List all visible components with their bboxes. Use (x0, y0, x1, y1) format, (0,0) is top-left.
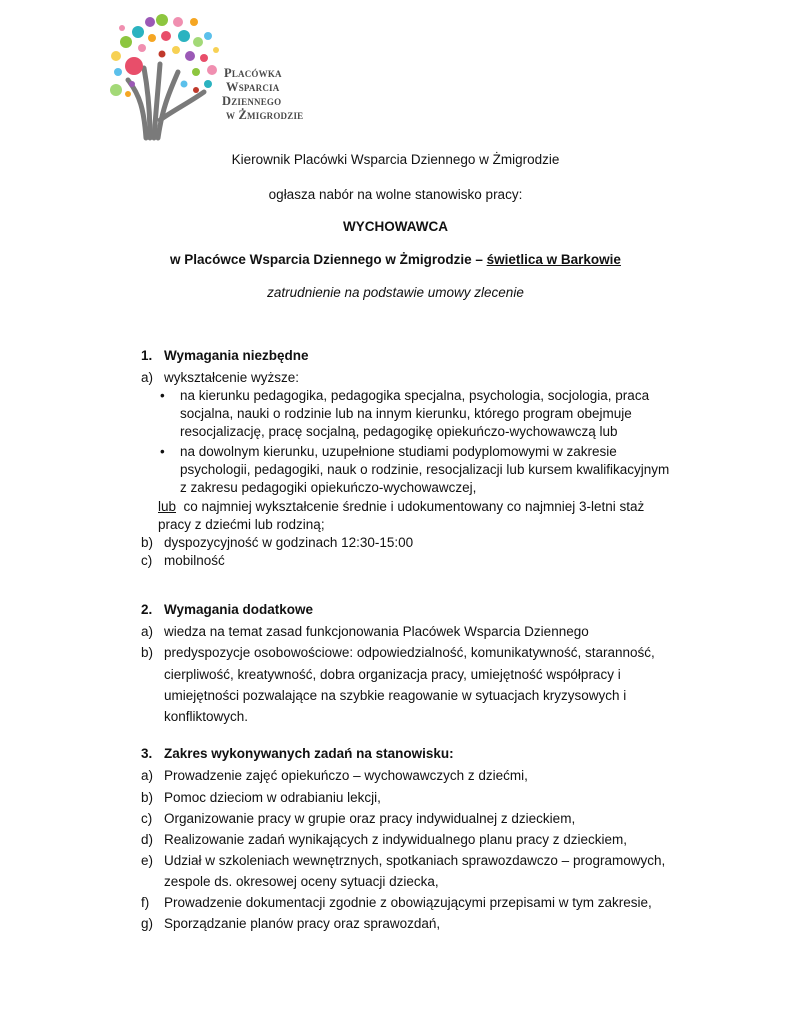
bullet-icon: • (160, 444, 165, 459)
workplace-branch: świetlica w Barkowie (486, 252, 621, 267)
section-3-number: 3. (141, 746, 153, 761)
list-label: g) (141, 916, 154, 931)
task-item: Udział w szkoleniach wewnętrznych, spotkaniach sprawozdawczo – programowych, (164, 853, 666, 868)
logo-line-4: w Żmigrodzie (226, 108, 304, 122)
list-label: b) (141, 645, 154, 660)
bullet-2-line: na dowolnym kierunku, uzupełnione studiami podyplomowymi w zakresie (180, 444, 617, 459)
list-item-text: mobilność (164, 553, 225, 568)
bullet-1-line: resocjalizację, pracę socjalną, pedagogikę opiekuńczo-wychowawczą lub (180, 424, 618, 439)
task-item-continuation: zespole ds. okresowej oceny sytuacji dziecka, (164, 874, 439, 889)
list-item-text: cierpliwość, kreatywność, dobra organizacja pracy, umiejętność współpracy i (164, 667, 621, 682)
section-1-number: 1. (141, 348, 153, 363)
task-item: Prowadzenie zajęć opiekuńczo – wychowawczych z dziećmi, (164, 768, 528, 783)
lub-word: lub (158, 499, 177, 514)
workplace-line (0, 252, 791, 267)
list-item-text: wykształcenie wyższe: (164, 370, 300, 385)
list-label: e) (141, 853, 154, 868)
announcement-line: ogłasza nabór na wolne stanowisko pracy: (268, 187, 523, 202)
list-label: b) (141, 535, 154, 550)
list-item-text: konfliktowych. (164, 709, 249, 724)
employment-type: zatrudnienie na podstawie umowy zlecenie (267, 285, 524, 300)
section-3-heading (141, 746, 454, 761)
lub-rest: co najmniej wykształcenie średnie i udokumentowany co najmniej 3-letni staż (176, 499, 645, 514)
announcer-line: Kierownik Placówki Wsparcia Dziennego w Żmigrodzie (231, 152, 560, 167)
list-label: f) (141, 895, 150, 910)
list-item-text: predyspozycje osobowościowe: odpowiedzialność, komunikatywność, staranność, (164, 645, 655, 660)
task-item: Pomoc dzieciom w odrabianiu lekcji, (164, 790, 381, 805)
bullet-icon: • (160, 388, 165, 403)
logo-line-2: Wsparcia (226, 80, 280, 94)
bullet-2-line: psychologii, pedagogiki, nauk o rodzinie, resocjalizacji lub kursem kwalifikacyjnym (180, 462, 670, 477)
alternative-requirement-line-2: pracy z dziećmi lub rodziną; (158, 517, 325, 532)
section-2-number: 2. (141, 602, 153, 617)
logo-line-1: Placówka (224, 66, 282, 80)
section-1-title: Wymagania niezbędne (164, 348, 309, 363)
section-2-heading (141, 602, 313, 617)
alternative-requirement-line (158, 499, 644, 514)
bullet-2-line: z zakresu pedagogiki opiekuńczo-wychowawczej, (180, 480, 477, 495)
list-item-text: umiejętności pozwalające na szybkie reagowanie w sytuacjach kryzysowych i (164, 688, 627, 703)
logo-wordmark (222, 66, 302, 122)
task-item: Prowadzenie dokumentacji zgodnie z obowiązującymi przepisami w tym zakresie, (164, 895, 652, 910)
task-item: Realizowanie zadań wynikających z indywidualnego planu pracy z dzieckiem, (164, 832, 627, 847)
workplace-prefix: w Placówce Wsparcia Dziennego w Żmigrodzie – (170, 252, 487, 267)
list-label: d) (141, 832, 154, 847)
list-label: c) (141, 811, 153, 826)
list-label: a) (141, 624, 154, 639)
task-item: Sporządzanie planów pracy oraz sprawozdań, (164, 916, 441, 931)
list-item-text: wiedza na temat zasad funkcjonowania Placówek Wsparcia Dziennego (164, 624, 589, 639)
list-item-text: dyspozycyjność w godzinach 12:30-15:00 (164, 535, 414, 550)
bullet-1-line: socjalna, nauki o rodzinie lub na innym kierunku, którego program obejmuje (180, 406, 632, 421)
section-2-title: Wymagania dodatkowe (164, 602, 314, 617)
organization-logo (104, 10, 304, 145)
list-label: b) (141, 790, 154, 805)
bullet-1-line: na kierunku pedagogika, pedagogika specjalna, psychologia, socjologia, praca (180, 388, 650, 403)
task-item: Organizowanie pracy w grupie oraz pracy indywidualnej z dzieckiem, (164, 811, 576, 826)
list-label: a) (141, 768, 154, 783)
position-title: WYCHOWAWCA (343, 219, 448, 234)
logo-line-3: Dziennego (222, 94, 282, 108)
section-1-heading (141, 348, 309, 363)
list-label: a) (141, 370, 154, 385)
list-label: c) (141, 553, 153, 568)
section-3-title: Zakres wykonywanych zadań na stanowisku: (164, 746, 454, 761)
